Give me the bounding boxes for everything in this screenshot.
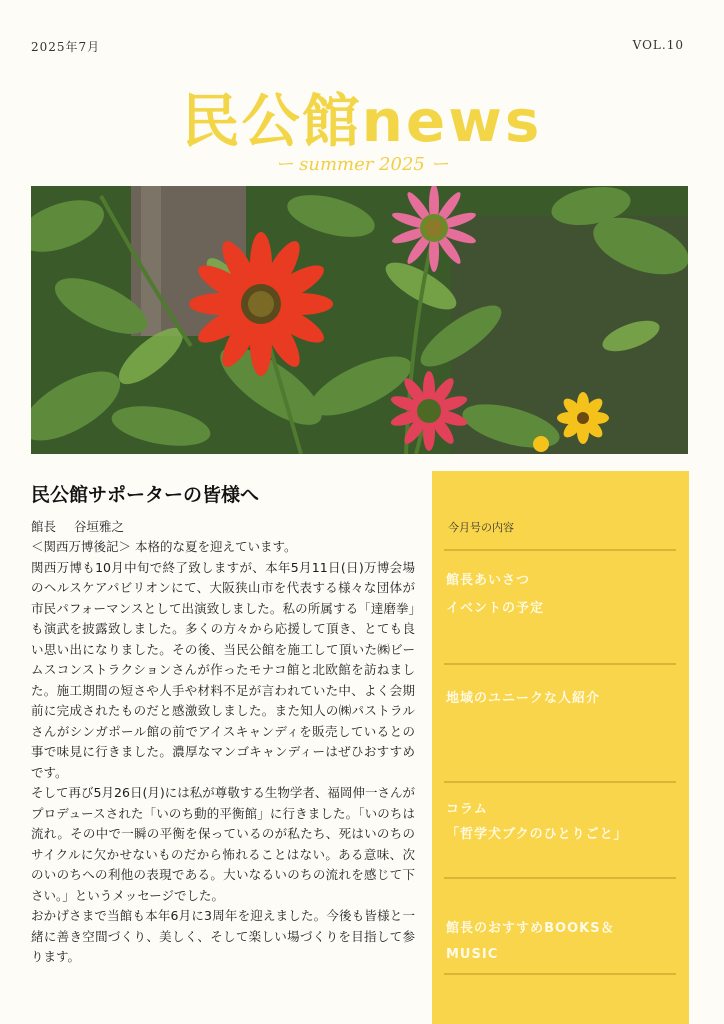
contents-heading: 今月号の内容 — [448, 521, 514, 534]
divider — [444, 663, 676, 665]
article-heading: 民公館サポーターの皆様へ — [31, 484, 260, 506]
toc-item-events[interactable]: イベントの予定 — [446, 601, 545, 616]
toc-item-local-people[interactable]: 地域のユニークな人紹介 — [446, 691, 601, 706]
masthead-title — [0, 74, 724, 158]
divider — [444, 549, 676, 551]
author-name: 谷垣雅之 — [74, 519, 125, 534]
greeting-article — [31, 480, 415, 968]
divider — [444, 781, 676, 783]
masthead-latin: news — [361, 87, 543, 155]
divider — [444, 973, 676, 975]
contents-sidebar — [432, 471, 689, 1024]
article-paragraph: そして再び5月26日(月)には私が尊敬する生物学者、福岡伸一さんがプロデュースされた「いのち動的平衡館」に行きました。「いのちは流れ。その中で一瞬の平衡を保っているのが私たち、死はいのちのサイクルに欠かせないものだから怖れることはない。ある意味、次のいのちへの利他の表現である。大いなるいのちの流れを感じて下さい。」というメッセージでした。 — [31, 785, 415, 903]
article-paragraph: おかげさまで当館も本年6月に3周年を迎えました。今後も皆様と一緒に善き空間づくり、美しく、そして楽しい場づくりを目指して参ります。 — [31, 908, 415, 964]
author-role: 館長 — [31, 519, 57, 534]
article-paragraph: 関西万博も10月中旬で終了致しますが、本年5月11日(日)万博会場のヘルスケアパビリオンにて、大阪狭山市を代表する様々な団体が市民パフォーマンスとして出演致しました。私の所属する「達磨拳」も演武を披露致しました。多くの方々から応援して頂き、とても良い思い出になりました。その後、当民公館を施工して頂いた㈱ビームスコンストラクションさんが作ったモナコ館と北欧館を訪ねました。施工期間の短さや人手や材料不足が言われていた中、よく会期前に完成されたものだと感激致しました。また知人の㈱パストラルさんがシンガポール館の前でアイスキャンディを販売しているとの事で味見に行きました。濃厚なマンゴキャンディーはぜひおすすめです。 — [31, 559, 415, 780]
divider — [444, 877, 676, 879]
article-paragraph: ＜関西万博後記＞ 本格的な夏を迎えています。 — [31, 539, 297, 554]
toc-item-director-greeting[interactable]: 館長あいさつ — [446, 573, 531, 588]
cover-photo-coneflowers — [31, 186, 688, 454]
toc-item-music[interactable]: MUSIC — [446, 947, 499, 962]
article-body — [31, 537, 415, 968]
volume-number: VOL.10 — [632, 38, 684, 52]
toc-item-recommendations[interactable]: 館長のおすすめBOOKS＆ — [446, 921, 615, 936]
toc-item-dog-column[interactable]: 「哲学犬ブクのひとりごと」 — [446, 827, 628, 842]
issue-date: 2025年7月 — [31, 40, 101, 54]
masthead-kanji: 民公館 — [181, 87, 362, 155]
toc-item-column[interactable]: コラム — [446, 802, 488, 817]
article-author — [31, 517, 415, 535]
issue-subtitle: ー summer 2025 ー — [275, 154, 449, 175]
